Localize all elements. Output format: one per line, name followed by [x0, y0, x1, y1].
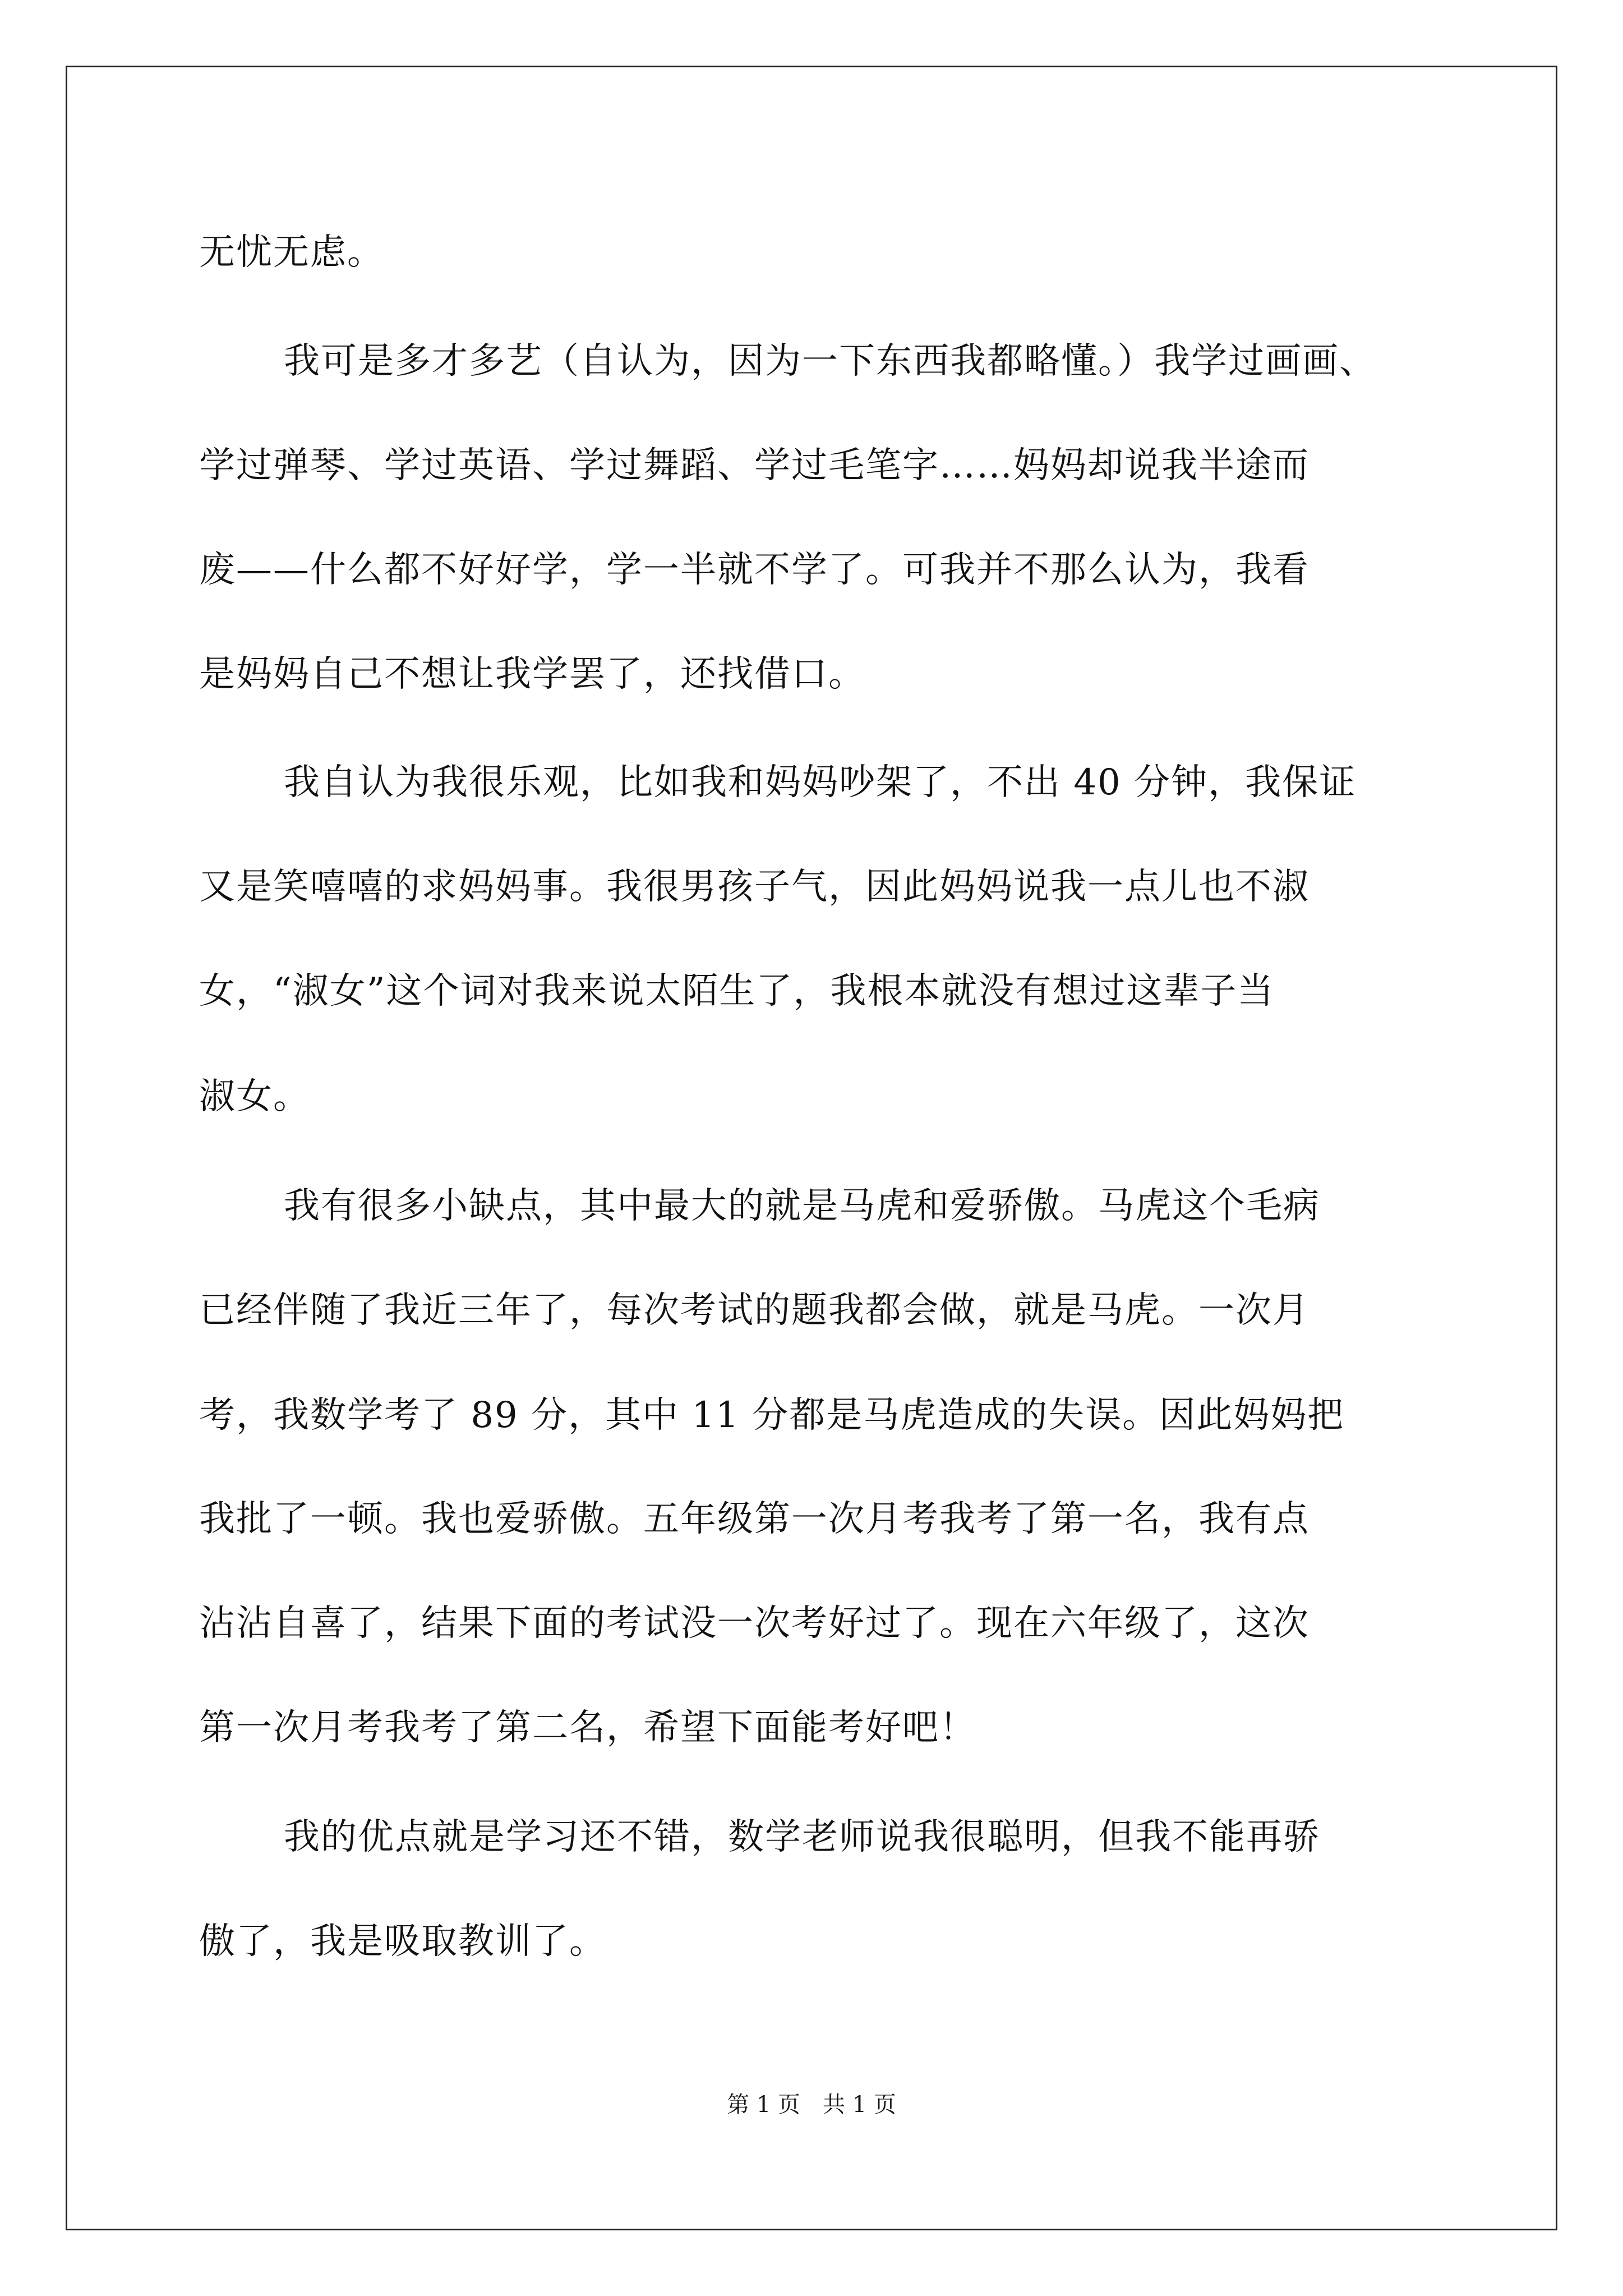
paragraph-line: 学过弹琴、学过英语、学过舞蹈、学过毛笔字……妈妈却说我半途而 — [199, 445, 1310, 486]
paragraph-line: 我批了一顿。我也爱骄傲。五年级第一次月考我考了第一名，我有点 — [199, 1498, 1310, 1540]
paragraph-line: 我有很多小缺点，其中最大的就是马虎和爱骄傲。马虎这个毛病 — [284, 1185, 1320, 1227]
paragraph-line: 女，“淑女”这个词对我来说太陌生了，我根本就没有想过这辈子当 — [199, 970, 1275, 1012]
paragraph-line: 我可是多才多艺（自认为，因为一下东西我都略懂。）我学过画画、 — [284, 341, 1376, 382]
paragraph-line: 考，我数学考了 89 分，其中 11 分都是马虎造成的失误。因此妈妈把 — [199, 1395, 1345, 1436]
paragraph-line: 我自认为我很乐观，比如我和妈妈吵架了，不出 40 分钟，我保证 — [284, 762, 1357, 803]
paragraph-line: 傲了，我是吸取教训了。 — [199, 1921, 606, 1962]
paragraph-line: 无忧无虑。 — [199, 232, 384, 273]
page-number-footer: 第 1 页 共 1 页 — [727, 2092, 896, 2118]
paragraph-line: 我的优点就是学习还不错，数学老师说我很聪明，但我不能再骄 — [284, 1816, 1320, 1858]
paragraph-line: 淑女。 — [199, 1076, 310, 1117]
paragraph-line: 已经伴随了我近三年了，每次考试的题我都会做，就是马虎。一次月 — [199, 1290, 1310, 1331]
paragraph-line: 沾沾自喜了，结果下面的考试没一次考好过了。现在六年级了，这次 — [199, 1603, 1310, 1644]
paragraph-line: 废——什么都不好好学，学一半就不学了。可我并不那么认为，我看 — [199, 549, 1310, 591]
page-border — [66, 66, 1557, 2230]
paragraph-line: 是妈妈自己不想让我学罢了，还找借口。 — [199, 654, 865, 695]
paragraph-line: 又是笑嘻嘻的求妈妈事。我很男孩子气，因此妈妈说我一点儿也不淑 — [199, 866, 1310, 908]
paragraph-line: 第一次月考我考了第二名，希望下面能考好吧！ — [199, 1707, 976, 1749]
